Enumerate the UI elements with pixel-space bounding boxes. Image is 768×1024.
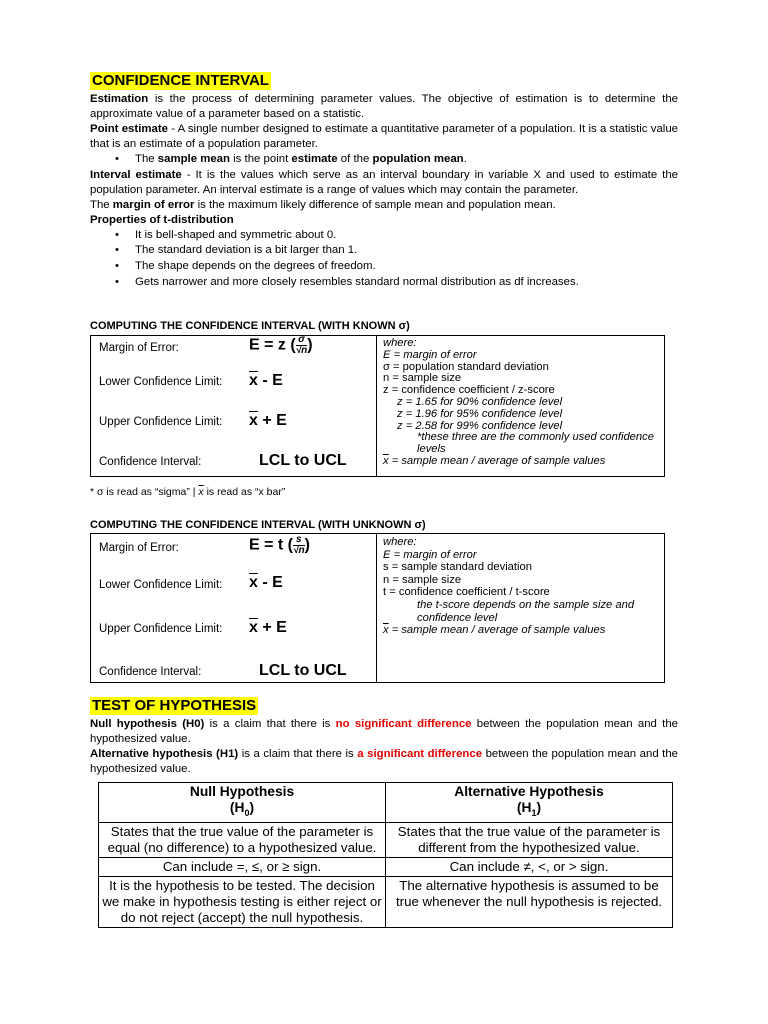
- upper-limit-formula: $\overline{x} + E$: [249, 412, 287, 429]
- confidence-interval-heading: CONFIDENCE INTERVAL: [92, 72, 269, 89]
- confidence-interval-label: Confidence Interval:: [99, 666, 202, 678]
- alternative-hypothesis-header: Alternative Hypothesis $(H_1)$: [386, 783, 673, 823]
- lower-limit-label: Lower Confidence Limit:: [99, 579, 223, 591]
- unknown-sigma-table: [90, 533, 665, 683]
- lower-limit-formula: $\overline{x}$ - E: [249, 372, 283, 389]
- sigma-footnote: * σ is read as “sigma” | $\overline{x}$ is read as “x bar”: [90, 486, 286, 498]
- margin-formula: E = z ( $\frac{\sigma}{√n}$ ): [249, 334, 313, 356]
- confidence-interval-formula: LCL to UCL: [259, 662, 347, 679]
- definitions-column: [377, 336, 665, 477]
- formula-column: [91, 534, 377, 683]
- hypothesis-comparison-table: [98, 782, 673, 928]
- table-cell: The alternative hypothesis is assumed to be true whenever the null hypothesis is rejected.: [386, 876, 673, 927]
- confidence-interval-formula: LCL to UCL: [259, 452, 347, 469]
- point-estimate-list: [90, 152, 678, 168]
- formula-column: [91, 336, 377, 477]
- table-row: [99, 876, 673, 927]
- margin-label: Margin of Error:: [99, 542, 179, 554]
- alternative-hypothesis-paragraph: Alternative hypothesis (H1) is a claim that there is a significant difference between the population mean and the hypothesized value.: [90, 748, 679, 775]
- test-of-hypothesis-heading: TEST OF HYPOTHESIS: [92, 697, 257, 714]
- t-distribution-heading: Properties of t-distribution: [90, 213, 234, 226]
- known-sigma-heading: COMPUTING THE CONFIDENCE INTERVAL (WITH KNOWN σ): [90, 320, 410, 332]
- table-row: [99, 822, 673, 857]
- ci-intro-block: [90, 92, 678, 291]
- definitions-column: [377, 534, 665, 683]
- list-item: • The standard deviation is a bit larger than 1.: [135, 243, 678, 259]
- unknown-sigma-heading: COMPUTING THE CONFIDENCE INTERVAL (WITH UNKNOWN σ): [90, 519, 426, 531]
- list-item: • The shape depends on the degrees of freedom.: [135, 259, 678, 275]
- null-hypothesis-header: Null Hypothesis $(H_0)$: [99, 783, 386, 823]
- hypothesis-definitions: [90, 717, 678, 777]
- null-hypothesis-paragraph: Null hypothesis (H0) is a claim that there is no significant difference between the population mean and the hypothesized value.: [90, 718, 678, 745]
- upper-limit-label: Upper Confidence Limit:: [99, 416, 223, 428]
- table-cell: Can include =, ≤, or ≥ sign.: [99, 857, 386, 876]
- lower-limit-formula: $\overline{x}$ - E: [249, 574, 283, 591]
- table-cell: States that the true value of the parameter is equal (no difference) to a hypothesized value.: [99, 822, 386, 857]
- definitions-list: where: E = margin of error s = sample standard deviation n = sample size t = confidence coefficient / t-score the t-score depends on the sample size and confidence level $\overline{x}$ = sample mean / average of sample values: [383, 536, 635, 637]
- interval-estimate-term: Interval estimate: [90, 168, 182, 181]
- list-item: • Gets narrower and more closely resembles standard normal distribution as df increases.: [135, 275, 678, 291]
- interval-estimate-paragraph: Interval estimate - It is the values which serve as an interval boundary in variable X and used to estimate the population parameter. An interval estimate is a range of values which may contain the parameter.: [90, 168, 678, 196]
- lower-limit-label: Lower Confidence Limit:: [99, 376, 223, 388]
- confidence-interval-label: Confidence Interval:: [99, 456, 202, 468]
- table-row: [99, 783, 673, 823]
- t-distribution-properties: [90, 228, 678, 291]
- table-cell: Can include ≠, <, or > sign.: [386, 857, 673, 876]
- known-sigma-table: [90, 335, 665, 477]
- margin-formula: E = t ( $\frac{s}{√n}$ ): [249, 534, 310, 556]
- upper-limit-label: Upper Confidence Limit:: [99, 623, 223, 635]
- margin-label: Margin of Error:: [99, 342, 179, 354]
- point-estimate-paragraph: Point estimate - A single number designed to estimate a quantitative parameter of a population. It is a statistic value that is an estimate of a population parameter.: [90, 123, 678, 150]
- estimation-term: Estimation: [90, 93, 149, 105]
- table-row: [99, 857, 673, 876]
- margin-of-error-paragraph: The margin of error is the maximum likely difference of sample mean and population mean.: [90, 198, 556, 211]
- list-item: • The sample mean is the point estimate of the population mean.: [135, 152, 678, 168]
- upper-limit-formula: $\overline{x} + E$: [249, 619, 287, 636]
- list-item: • It is bell-shaped and symmetric about 0.: [135, 228, 678, 244]
- point-estimate-term: Point estimate: [90, 123, 168, 135]
- margin-of-error-term: margin of error: [112, 198, 195, 211]
- estimation-paragraph: Estimation is the process of determining parameter values. The objective of estimation is to determine the approximate value of a parameter based on a statistic.: [90, 93, 678, 120]
- table-cell: States that the true value of the parameter is different from the hypothesized value.: [386, 822, 673, 857]
- definitions-list: where: E = margin of error σ = population standard deviation n = sample size z = confidence coefficient / z-score z = 1.65 for 90% confidence level z = 1.96 for 95% confidence level z = 2.58 for 99% confidence level *these three are the commonly used confidence levels $\overline{x}$ = sample mean / average of sample values: [383, 337, 654, 467]
- table-cell: It is the hypothesis to be tested. The decision we make in hypothesis testing is either reject or do not reject (accept) the null hypothesis.: [99, 876, 386, 927]
